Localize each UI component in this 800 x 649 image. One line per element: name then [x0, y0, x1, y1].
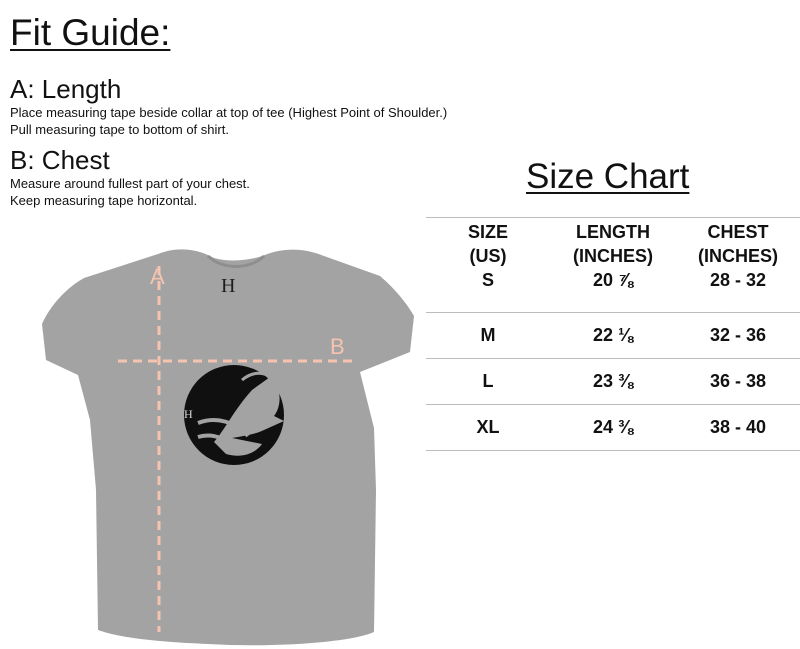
length-instruction-1: Place measuring tape beside collar at top of tee (Highest Point of Shoulder.)	[10, 105, 448, 120]
chest-marker: B	[330, 334, 345, 359]
size-row-l	[426, 359, 800, 405]
size-row-xl	[426, 405, 800, 451]
chest-cell: 36 - 38	[676, 359, 800, 405]
chest-header-line-2: (INCHES)	[698, 246, 778, 266]
size-chart-header-row	[426, 218, 800, 269]
length-cell: 23 ⅜	[550, 359, 676, 405]
length-column-header	[550, 218, 676, 269]
size-cell: S	[426, 268, 550, 313]
size-cell: M	[426, 313, 550, 359]
tshirt-diagram	[38, 240, 418, 649]
length-instruction-2: Pull measuring tape to bottom of shirt.	[10, 122, 229, 137]
size-cell: L	[426, 359, 550, 405]
length-heading: A: Length	[10, 74, 122, 104]
chest-header-line-1: CHEST	[707, 222, 769, 242]
svg-text:H: H	[184, 407, 193, 421]
size-column-header	[426, 218, 550, 269]
length-cell: 24 ⅜	[550, 405, 676, 451]
size-row-m	[426, 313, 800, 359]
chest-cell: 32 - 36	[676, 313, 800, 359]
chest-instruction-2: Keep measuring tape horizontal.	[10, 193, 198, 208]
length-marker: A	[150, 264, 165, 289]
warrior-head-logo	[184, 365, 284, 465]
length-header-line-1: LENGTH	[576, 222, 650, 242]
length-cell: 22 ⅛	[550, 313, 676, 359]
size-chart-table	[426, 217, 800, 451]
size-header-line-2: (US)	[469, 246, 507, 266]
neck-label: H	[221, 275, 236, 297]
tshirt-illustration	[38, 240, 418, 649]
fit-guide-title: Fit Guide:	[10, 12, 171, 53]
size-row-s	[426, 268, 800, 313]
chest-instruction-1: Measure around fullest part of your chest.	[10, 176, 250, 191]
length-cell: 20 ⅞	[550, 268, 676, 313]
length-header-line-2: (INCHES)	[573, 246, 653, 266]
size-cell: XL	[426, 405, 550, 451]
size-chart-title: Size Chart	[526, 157, 690, 196]
chest-cell: 38 - 40	[676, 405, 800, 451]
size-header-line-1: SIZE	[467, 222, 508, 242]
chest-heading: B: Chest	[10, 145, 110, 175]
chest-column-header	[676, 218, 800, 269]
chest-cell: 28 - 32	[676, 268, 800, 313]
